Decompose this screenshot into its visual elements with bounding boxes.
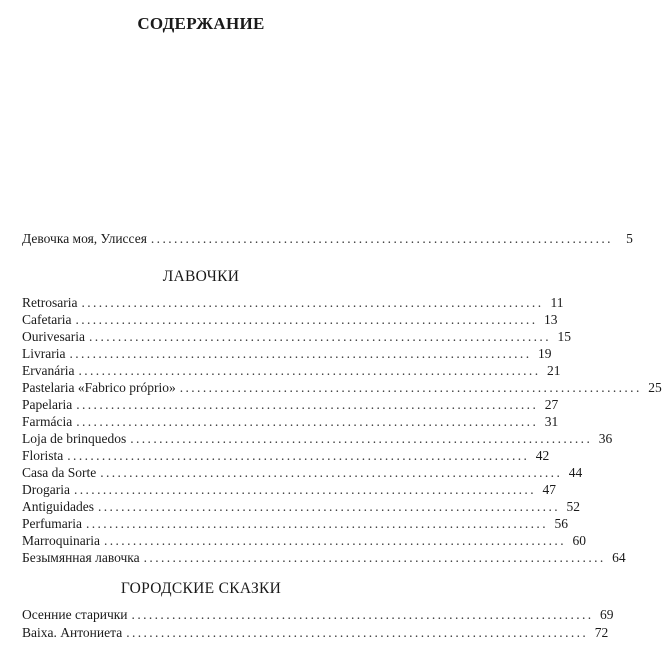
toc-entry-label: Perfumaria	[22, 516, 82, 531]
toc-entry[interactable]	[22, 362, 561, 379]
toc-entry-page: 27	[544, 397, 559, 412]
dot-leader: ................................................................................	[78, 363, 541, 378]
toc-entry-page: 25	[648, 380, 662, 395]
toc-entry-label: Retrosaria	[22, 295, 78, 310]
toc-entry[interactable]	[22, 606, 614, 623]
toc-entry-label: Antiguidades	[22, 499, 94, 514]
toc-entry-label: Drogaria	[22, 482, 70, 497]
dot-leader: ................................................................................	[103, 533, 566, 548]
toc-entry[interactable]	[22, 328, 571, 345]
toc-entry-label: Cafetaria	[22, 312, 72, 327]
toc-entry-label: Ervanária	[22, 363, 75, 378]
toc-entry-page: 42	[535, 448, 550, 463]
toc-entry[interactable]	[22, 430, 613, 447]
toc-entry-page: 69	[600, 607, 614, 622]
dot-leader: ................................................................................	[76, 414, 539, 429]
toc-entry-page: 13	[543, 312, 558, 327]
toc-entry-label: Ourivesaria	[22, 329, 85, 344]
dot-leader: ................................................................................	[67, 448, 530, 463]
dot-leader: ................................................................................	[179, 380, 642, 395]
toc-entry[interactable]	[22, 532, 586, 549]
toc-entry-label: Papelaria	[22, 397, 73, 412]
dot-leader: ................................................................................	[69, 346, 532, 361]
toc-entry[interactable]	[22, 396, 559, 413]
toc-entry-page: 21	[546, 363, 561, 378]
dot-leader: ................................................................................	[88, 329, 551, 344]
toc-entry[interactable]	[22, 345, 552, 362]
toc-entry[interactable]	[22, 481, 556, 498]
toc-entry[interactable]	[22, 498, 580, 515]
toc-entry[interactable]	[22, 379, 662, 396]
toc-entry[interactable]	[22, 311, 558, 328]
toc-entry[interactable]	[22, 549, 626, 566]
toc-entry-page: 19	[537, 346, 552, 361]
toc-entry-label: Florista	[22, 448, 64, 463]
toc-entry-page: 64	[612, 550, 626, 565]
toc-entry-page: 15	[557, 329, 571, 344]
toc-entry-page: 72	[594, 625, 609, 640]
dot-leader: ................................................................................	[126, 625, 589, 640]
dot-leader: ................................................................................	[143, 550, 606, 565]
toc-entry[interactable]	[22, 515, 568, 532]
toc-entry-page: 5	[626, 231, 633, 246]
toc-entry[interactable]	[22, 294, 564, 311]
toc-entry-label: Baixa. Антониета	[22, 625, 123, 640]
toc-entry-label: Безымянная лавочка	[22, 550, 140, 565]
dot-leader: ................................................................................	[131, 607, 594, 622]
toc-entry-page: 47	[542, 482, 556, 497]
toc-entry-label: Farmácia	[22, 414, 73, 429]
section-title-shops: ЛАВОЧКИ	[162, 268, 240, 285]
toc-entry[interactable]	[22, 230, 633, 247]
toc-entry-page: 56	[554, 516, 568, 531]
dot-leader: ................................................................................	[98, 499, 560, 514]
page-title: СОДЕРЖАНИЕ	[137, 14, 265, 33]
dot-leader: ................................................................................	[81, 295, 544, 310]
toc-entry-page: 31	[544, 414, 559, 429]
toc-entry-page: 44	[568, 465, 583, 480]
dot-leader: ................................................................................	[76, 397, 539, 412]
toc-entry-label: Marroquinaria	[22, 533, 100, 548]
dot-leader: ................................................................................	[85, 516, 548, 531]
toc-entry[interactable]	[22, 447, 550, 464]
toc-entry-label: Livraria	[22, 346, 66, 361]
dot-leader: ................................................................................	[75, 312, 538, 327]
toc-entry-label: Девочка моя, Улиссея	[22, 231, 147, 246]
toc-entry[interactable]	[22, 413, 559, 430]
dot-leader: ................................................................................	[150, 231, 613, 246]
toc-entry[interactable]	[22, 464, 583, 481]
toc-entry-label: Осенние старички	[22, 607, 128, 622]
dot-leader: ................................................................................	[73, 482, 536, 497]
toc-entry-page: 60	[572, 533, 586, 548]
toc-entry-page: 36	[598, 431, 613, 446]
toc-entry-page: 11	[550, 295, 564, 310]
toc-entry-label: Casa da Sorte	[22, 465, 97, 480]
dot-leader: ................................................................................	[130, 431, 593, 446]
toc-entry-label: Loja de brinquedos	[22, 431, 127, 446]
toc-entry-page: 52	[566, 499, 580, 514]
toc-entry[interactable]	[22, 624, 609, 641]
section-title-city-tales: ГОРОДСКИЕ СКАЗКИ	[120, 580, 282, 597]
toc-entry-label: Pastelaria «Fabrico próprio»	[22, 380, 176, 395]
dot-leader: ................................................................................	[100, 465, 563, 480]
